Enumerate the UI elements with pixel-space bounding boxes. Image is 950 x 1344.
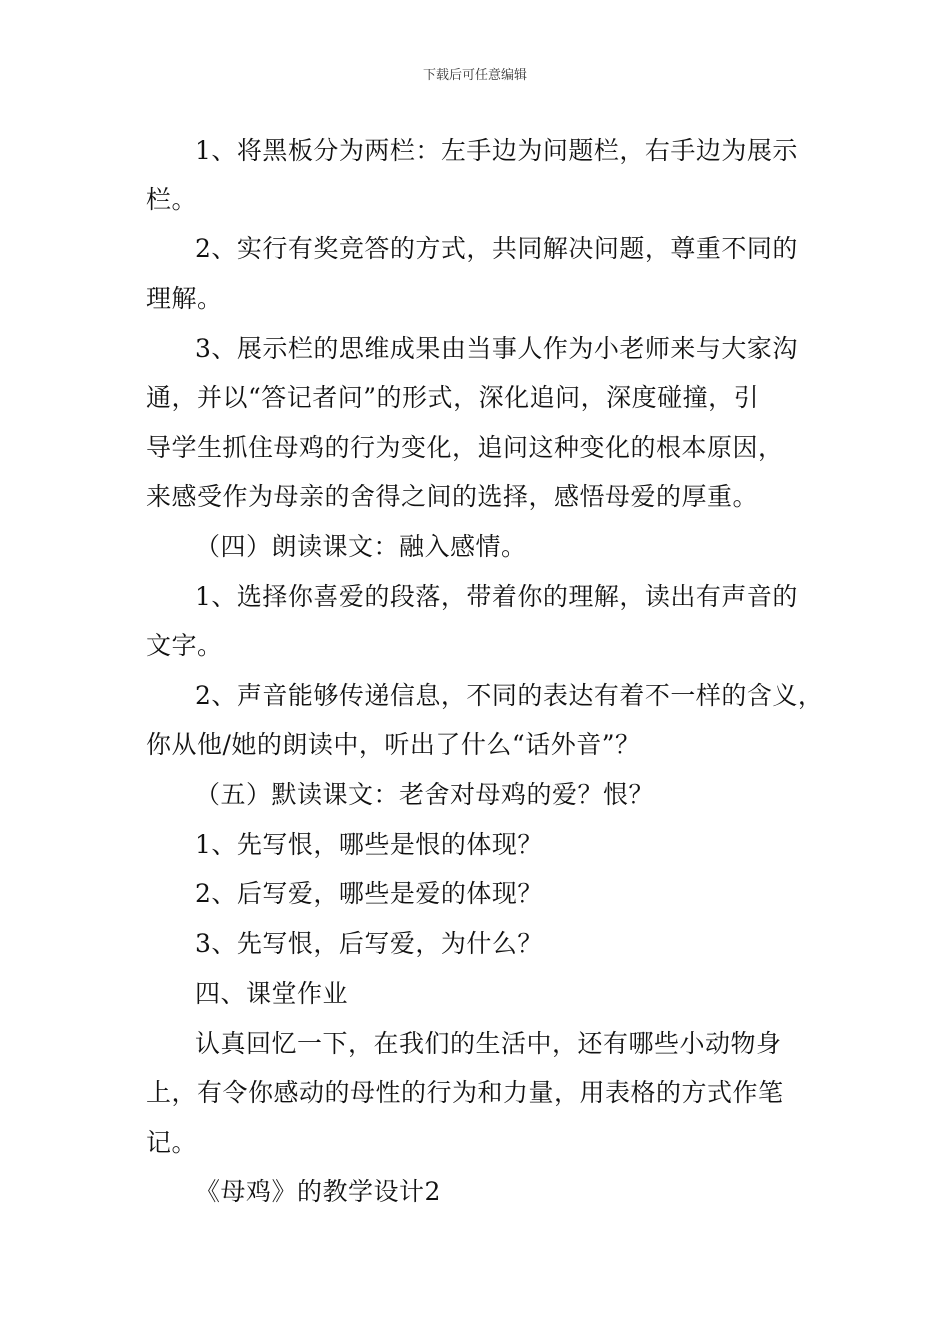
paragraph-line: 通，并以“答记者问”的形式，深化追问，深度碰撞，引 — [146, 383, 760, 412]
section-heading: （四）朗读课文：融入感情。 — [195, 532, 527, 561]
paragraph-line: 理解。 — [146, 284, 223, 313]
paragraph-line: 栏。 — [146, 185, 198, 214]
paragraph-line: 文字。 — [146, 631, 223, 660]
paragraph-line: 3、展示栏的思维成果由当事人作为小老师来与大家沟 — [195, 334, 798, 363]
section-heading: （五）默读课文：老舍对母鸡的爱？恨？ — [195, 780, 655, 809]
paragraph-line: 1、先写恨，哪些是恨的体现？ — [195, 830, 543, 859]
paragraph-line: 你从他/她的朗读中，听出了什么“话外音”？ — [146, 730, 641, 759]
paragraph-line: 3、先写恨，后写爱，为什么？ — [195, 929, 543, 958]
paragraph-line: 认真回忆一下，在我们的生活中，还有哪些小动物身 — [195, 1029, 782, 1058]
paragraph-line: 导学生抓住母鸡的行为变化，追问这种变化的根本原因， — [146, 433, 784, 462]
paragraph-line: 记。 — [146, 1128, 198, 1157]
paragraph-line: 上，有令你感动的母性的行为和力量，用表格的方式作笔 — [146, 1078, 784, 1107]
paragraph-line: 2、实行有奖竞答的方式，共同解决问题，尊重不同的 — [195, 234, 798, 263]
page-header: 下载后可任意编辑 — [422, 68, 527, 83]
section-title: 《母鸡》的教学设计2 — [195, 1177, 441, 1206]
paragraph-line: 2、后写爱，哪些是爱的体现？ — [195, 879, 543, 908]
paragraph-line: 1、将黑板分为两栏：左手边为问题栏，右手边为展示 — [195, 136, 798, 165]
section-heading: 四、课堂作业 — [195, 979, 349, 1008]
paragraph-line: 2、声音能够传递信息，不同的表达有着不一样的含义， — [195, 681, 824, 710]
paragraph-line: 来感受作为母亲的舍得之间的选择，感悟母爱的厚重。 — [146, 482, 759, 511]
paragraph-line: 1、选择你喜爱的段落，带着你的理解，读出有声音的 — [195, 582, 798, 611]
